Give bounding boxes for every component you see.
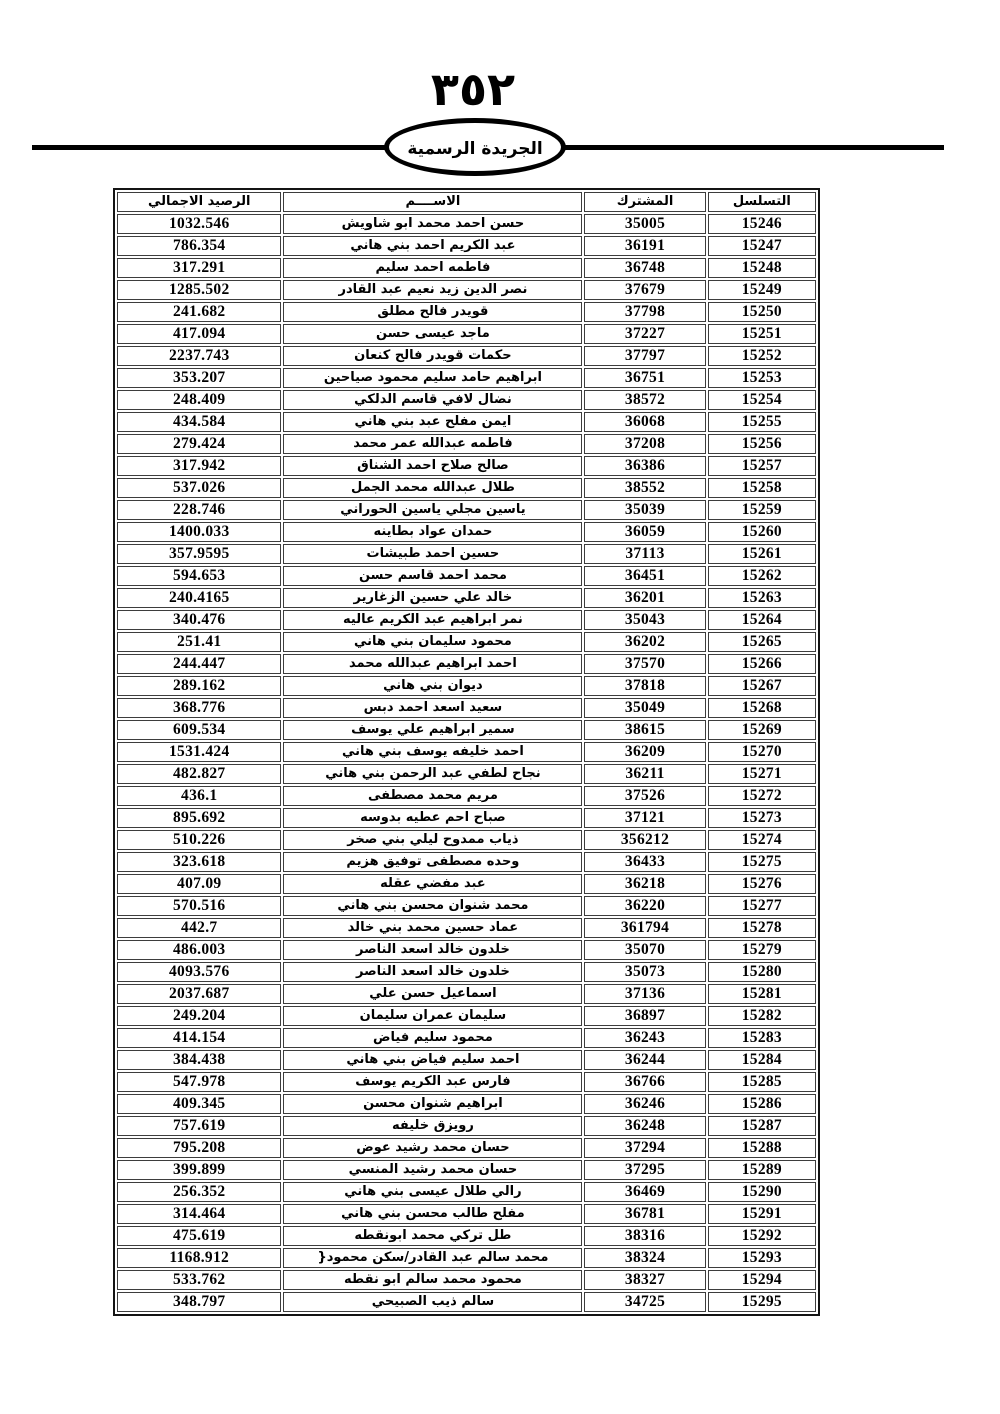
name-cell: محمود محمد سالم ابو نقطه	[283, 1270, 582, 1290]
balance-cell: 314.464	[117, 1204, 281, 1224]
subscriber-cell: 35005	[584, 214, 705, 234]
balance-cell: 384.438	[117, 1050, 281, 1070]
balance-cell: 475.619	[117, 1226, 281, 1246]
table-row	[117, 390, 816, 410]
name-cell: ياسين مجلي ياسين الحوراني	[283, 500, 582, 520]
subscriber-cell: 35039	[584, 500, 705, 520]
serial-cell: 15285	[708, 1072, 816, 1092]
name-cell: سمير ابراهيم علي يوسف	[283, 720, 582, 740]
subscriber-cell: 36209	[584, 742, 705, 762]
balance-cell: 895.692	[117, 808, 281, 828]
serial-cell: 15263	[708, 588, 816, 608]
name-cell: خالد علي حسين الزغارير	[283, 588, 582, 608]
name-cell: مفلح طالب محسن بني هاني	[283, 1204, 582, 1224]
page-number: ٣٥٢	[430, 62, 516, 116]
subscriber-cell: 34725	[584, 1292, 705, 1312]
balance-cell: 2237.743	[117, 346, 281, 366]
balance-cell: 1032.546	[117, 214, 281, 234]
table-row	[117, 1050, 816, 1070]
balance-cell: 510.226	[117, 830, 281, 850]
subscribers-table-body	[117, 214, 816, 1312]
subscriber-cell: 35043	[584, 610, 705, 630]
serial-cell: 15284	[708, 1050, 816, 1070]
serial-cell: 15255	[708, 412, 816, 432]
serial-cell: 15290	[708, 1182, 816, 1202]
balance-cell: 434.584	[117, 412, 281, 432]
table-row	[117, 962, 816, 982]
subscriber-cell: 37526	[584, 786, 705, 806]
subscriber-cell: 36386	[584, 456, 705, 476]
name-cell: ماجد عيسى حسن	[283, 324, 582, 344]
serial-cell: 15279	[708, 940, 816, 960]
balance-cell: 442.7	[117, 918, 281, 938]
balance-cell: 323.618	[117, 852, 281, 872]
name-cell: احمد سليم فياض بني هاني	[283, 1050, 582, 1070]
serial-cell: 15291	[708, 1204, 816, 1224]
serial-cell: 15287	[708, 1116, 816, 1136]
subscriber-cell: 35073	[584, 962, 705, 982]
name-cell: مريم محمد مصطفى	[283, 786, 582, 806]
balance-cell: 407.09	[117, 874, 281, 894]
subscriber-cell: 356212	[584, 830, 705, 850]
name-cell: طل تركي محمد ابونقطه	[283, 1226, 582, 1246]
name-cell: محمود سليمان بني هاني	[283, 632, 582, 652]
subscriber-cell: 37294	[584, 1138, 705, 1158]
name-cell: ذياب ممدوح ليلي بني صخر	[283, 830, 582, 850]
table-row	[117, 610, 816, 630]
name-cell: خلدون خالد اسعد الناصر	[283, 962, 582, 982]
balance-cell: 1285.502	[117, 280, 281, 300]
serial-cell: 15275	[708, 852, 816, 872]
name-cell: نضال لافي قاسم الدلكي	[283, 390, 582, 410]
name-cell: حمدان عواد بطاينه	[283, 522, 582, 542]
name-cell: نمر ابراهيم عبد الكريم عاليه	[283, 610, 582, 630]
serial-cell: 15282	[708, 1006, 816, 1026]
name-cell: حسين احمد طبيشات	[283, 544, 582, 564]
table-row	[117, 852, 816, 872]
table-row	[117, 808, 816, 828]
table-row	[117, 786, 816, 806]
table-row	[117, 500, 816, 520]
serial-cell: 15256	[708, 434, 816, 454]
table-row	[117, 918, 816, 938]
balance-cell: 251.41	[117, 632, 281, 652]
subscriber-cell: 37136	[584, 984, 705, 1004]
subscriber-cell: 36897	[584, 1006, 705, 1026]
table-row	[117, 1226, 816, 1246]
table-row	[117, 566, 816, 586]
table-row	[117, 544, 816, 564]
serial-cell: 15262	[708, 566, 816, 586]
serial-cell: 15286	[708, 1094, 816, 1114]
name-cell: رالي طلال عيسى بني هاني	[283, 1182, 582, 1202]
name-cell: محمد شنوان محسن بني هاني	[283, 896, 582, 916]
balance-cell: 570.516	[117, 896, 281, 916]
serial-cell: 15254	[708, 390, 816, 410]
serial-cell: 15276	[708, 874, 816, 894]
serial-cell: 15261	[708, 544, 816, 564]
serial-cell: 15294	[708, 1270, 816, 1290]
subscriber-cell: 36781	[584, 1204, 705, 1224]
serial-cell: 15253	[708, 368, 816, 388]
table-row	[117, 302, 816, 322]
name-cell: حسان محمد رشيد المنسي	[283, 1160, 582, 1180]
balance-cell: 340.476	[117, 610, 281, 630]
serial-cell: 15271	[708, 764, 816, 784]
serial-cell: 15265	[708, 632, 816, 652]
name-cell: سليمان عمران سليمان	[283, 1006, 582, 1026]
name-cell: فارس عبد الكريم يوسف	[283, 1072, 582, 1092]
table-row	[117, 676, 816, 696]
serial-cell: 15289	[708, 1160, 816, 1180]
serial-cell: 15250	[708, 302, 816, 322]
table-row	[117, 1292, 816, 1312]
serial-cell: 15247	[708, 236, 816, 256]
table-row	[117, 214, 816, 234]
table-row	[117, 1204, 816, 1224]
balance-cell: 795.208	[117, 1138, 281, 1158]
table-row	[117, 698, 816, 718]
subscriber-cell: 36766	[584, 1072, 705, 1092]
name-cell: فاطمه عبدالله عمر محمد	[283, 434, 582, 454]
serial-cell: 15293	[708, 1248, 816, 1268]
balance-cell: 414.154	[117, 1028, 281, 1048]
balance-cell: 240.4165	[117, 588, 281, 608]
table-row	[117, 830, 816, 850]
header-serial: التسلسل	[708, 192, 816, 212]
table-row	[117, 1006, 816, 1026]
name-cell: ديوان بني هاني	[283, 676, 582, 696]
table-row	[117, 412, 816, 432]
balance-cell: 228.746	[117, 500, 281, 520]
balance-cell: 241.682	[117, 302, 281, 322]
name-cell: ايمن مفلح عبد بني هاني	[283, 412, 582, 432]
table-row	[117, 258, 816, 278]
balance-cell: 486.003	[117, 940, 281, 960]
subscriber-cell: 36059	[584, 522, 705, 542]
balance-cell: 482.827	[117, 764, 281, 784]
serial-cell: 15260	[708, 522, 816, 542]
balance-cell: 417.094	[117, 324, 281, 344]
name-cell: احمد ابراهيم عبدالله محمد	[283, 654, 582, 674]
table-row	[117, 1182, 816, 1202]
name-cell: سالم ذيب الصبيحي	[283, 1292, 582, 1312]
subscriber-cell: 36248	[584, 1116, 705, 1136]
table-row	[117, 1248, 816, 1268]
name-cell: خلدون خالد اسعد الناصر	[283, 940, 582, 960]
table-row	[117, 522, 816, 542]
subscriber-cell: 36469	[584, 1182, 705, 1202]
table-row	[117, 346, 816, 366]
balance-cell: 399.899	[117, 1160, 281, 1180]
table-row	[117, 984, 816, 1004]
serial-cell: 15249	[708, 280, 816, 300]
balance-cell: 533.762	[117, 1270, 281, 1290]
subscriber-cell: 37227	[584, 324, 705, 344]
balance-cell: 249.204	[117, 1006, 281, 1026]
subscriber-cell: 37679	[584, 280, 705, 300]
balance-cell: 4093.576	[117, 962, 281, 982]
subscriber-cell: 36244	[584, 1050, 705, 1070]
subscriber-cell: 36433	[584, 852, 705, 872]
name-cell: ابراهيم حامد سليم محمود صياحين	[283, 368, 582, 388]
name-cell: احمد خليفه يوسف بني هاني	[283, 742, 582, 762]
table-row	[117, 1028, 816, 1048]
name-cell: محمد سالم عبد القادر/سكن محمود{	[283, 1248, 582, 1268]
balance-cell: 244.447	[117, 654, 281, 674]
serial-cell: 15252	[708, 346, 816, 366]
table-row	[117, 896, 816, 916]
name-cell: رويزق خليفه	[283, 1116, 582, 1136]
table-row	[117, 1138, 816, 1158]
name-cell: عبد مفضي عقله	[283, 874, 582, 894]
serial-cell: 15281	[708, 984, 816, 1004]
serial-cell: 15278	[708, 918, 816, 938]
subscriber-cell: 36218	[584, 874, 705, 894]
name-cell: ابراهيم شنوان محسن	[283, 1094, 582, 1114]
balance-cell: 537.026	[117, 478, 281, 498]
table-row	[117, 940, 816, 960]
subscriber-cell: 36191	[584, 236, 705, 256]
name-cell: محمد احمد قاسم حسن	[283, 566, 582, 586]
table-row	[117, 368, 816, 388]
subscriber-cell: 361794	[584, 918, 705, 938]
table-row	[117, 434, 816, 454]
gazette-title: الجريدة الرسمية	[407, 139, 543, 159]
table-row	[117, 478, 816, 498]
subscriber-cell: 38327	[584, 1270, 705, 1290]
subscriber-cell: 36068	[584, 412, 705, 432]
serial-cell: 15274	[708, 830, 816, 850]
serial-cell: 15248	[708, 258, 816, 278]
table-row	[117, 324, 816, 344]
name-cell: حسان محمد رشيد عوض	[283, 1138, 582, 1158]
table-row	[117, 654, 816, 674]
table-row	[117, 1072, 816, 1092]
balance-cell: 248.409	[117, 390, 281, 410]
name-cell: عماد حسين محمد بني خالد	[283, 918, 582, 938]
balance-cell: 786.354	[117, 236, 281, 256]
subscriber-cell: 37797	[584, 346, 705, 366]
serial-cell: 15295	[708, 1292, 816, 1312]
serial-cell: 15258	[708, 478, 816, 498]
subscriber-cell: 38615	[584, 720, 705, 740]
serial-cell: 15270	[708, 742, 816, 762]
subscriber-cell: 35049	[584, 698, 705, 718]
name-cell: اسماعيل حسن علي	[283, 984, 582, 1004]
table-row	[117, 1116, 816, 1136]
balance-cell: 1400.033	[117, 522, 281, 542]
balance-cell: 594.653	[117, 566, 281, 586]
subscriber-cell: 36246	[584, 1094, 705, 1114]
subscriber-cell: 36220	[584, 896, 705, 916]
serial-cell: 15259	[708, 500, 816, 520]
subscriber-cell: 37295	[584, 1160, 705, 1180]
table-row	[117, 236, 816, 256]
name-cell: نجاح لطفي عبد الرحمن بني هاني	[283, 764, 582, 784]
subscriber-cell: 36202	[584, 632, 705, 652]
subscriber-cell: 38552	[584, 478, 705, 498]
name-cell: فاطمه احمد سليم	[283, 258, 582, 278]
table-row	[117, 1160, 816, 1180]
name-cell: محمود سليم فياض	[283, 1028, 582, 1048]
subscriber-cell: 37121	[584, 808, 705, 828]
subscribers-table	[113, 188, 820, 1316]
subscriber-cell: 38316	[584, 1226, 705, 1246]
subscriber-cell: 38572	[584, 390, 705, 410]
balance-cell: 353.207	[117, 368, 281, 388]
header-name: الاســــم	[283, 192, 582, 212]
serial-cell: 15264	[708, 610, 816, 630]
name-cell: وحده مصطفى توفيق هزيم	[283, 852, 582, 872]
name-cell: طلال عبدالله محمد الجمل	[283, 478, 582, 498]
balance-cell: 289.162	[117, 676, 281, 696]
table-row	[117, 742, 816, 762]
balance-cell: 757.619	[117, 1116, 281, 1136]
subscriber-cell: 36201	[584, 588, 705, 608]
serial-cell: 15268	[708, 698, 816, 718]
balance-cell: 1168.912	[117, 1248, 281, 1268]
subscriber-cell: 37818	[584, 676, 705, 696]
balance-cell: 436.1	[117, 786, 281, 806]
balance-cell: 279.424	[117, 434, 281, 454]
name-cell: حسن احمد محمد ابو شاويش	[283, 214, 582, 234]
table-row	[117, 1270, 816, 1290]
balance-cell: 1531.424	[117, 742, 281, 762]
name-cell: عبد الكريم احمد بني هاني	[283, 236, 582, 256]
subscriber-cell: 37113	[584, 544, 705, 564]
serial-cell: 15292	[708, 1226, 816, 1246]
table-row	[117, 1094, 816, 1114]
serial-cell: 15251	[708, 324, 816, 344]
name-cell: صباح احم عطيه بدوسه	[283, 808, 582, 828]
serial-cell: 15277	[708, 896, 816, 916]
subscriber-cell: 37570	[584, 654, 705, 674]
serial-cell: 15283	[708, 1028, 816, 1048]
balance-cell: 609.534	[117, 720, 281, 740]
table-row	[117, 456, 816, 476]
subscriber-cell: 36451	[584, 566, 705, 586]
subscriber-cell: 36748	[584, 258, 705, 278]
table-row	[117, 632, 816, 652]
balance-cell: 317.942	[117, 456, 281, 476]
masthead	[0, 118, 1000, 180]
name-cell: صالح صلاح احمد الشناق	[283, 456, 582, 476]
header-subscriber: المشترك	[584, 192, 705, 212]
name-cell: سعيد اسعد احمد دبس	[283, 698, 582, 718]
serial-cell: 15280	[708, 962, 816, 982]
table-row	[117, 280, 816, 300]
balance-cell: 547.978	[117, 1072, 281, 1092]
table-row	[117, 874, 816, 894]
serial-cell: 15288	[708, 1138, 816, 1158]
subscriber-cell: 37798	[584, 302, 705, 322]
balance-cell: 2037.687	[117, 984, 281, 1004]
table-row	[117, 764, 816, 784]
subscriber-cell: 36211	[584, 764, 705, 784]
balance-cell: 256.352	[117, 1182, 281, 1202]
subscriber-cell: 35070	[584, 940, 705, 960]
serial-cell: 15266	[708, 654, 816, 674]
table-row	[117, 720, 816, 740]
header-row	[117, 192, 816, 212]
name-cell: قويدر فالح مطلق	[283, 302, 582, 322]
header-balance: الرصيد الاجمالي	[117, 192, 281, 212]
serial-cell: 15269	[708, 720, 816, 740]
gazette-title-oval	[384, 118, 566, 176]
table-header	[117, 192, 816, 212]
subscriber-cell: 36243	[584, 1028, 705, 1048]
balance-cell: 357.9595	[117, 544, 281, 564]
serial-cell: 15272	[708, 786, 816, 806]
subscriber-cell: 38324	[584, 1248, 705, 1268]
balance-cell: 368.776	[117, 698, 281, 718]
balance-cell: 348.797	[117, 1292, 281, 1312]
balance-cell: 317.291	[117, 258, 281, 278]
serial-cell: 15246	[708, 214, 816, 234]
serial-cell: 15273	[708, 808, 816, 828]
name-cell: حكمات قويدر فالح كنعان	[283, 346, 582, 366]
balance-cell: 409.345	[117, 1094, 281, 1114]
subscriber-cell: 37208	[584, 434, 705, 454]
serial-cell: 15267	[708, 676, 816, 696]
table-row	[117, 588, 816, 608]
name-cell: نصر الدين زيد نعيم عبد القادر	[283, 280, 582, 300]
serial-cell: 15257	[708, 456, 816, 476]
subscriber-cell: 36751	[584, 368, 705, 388]
